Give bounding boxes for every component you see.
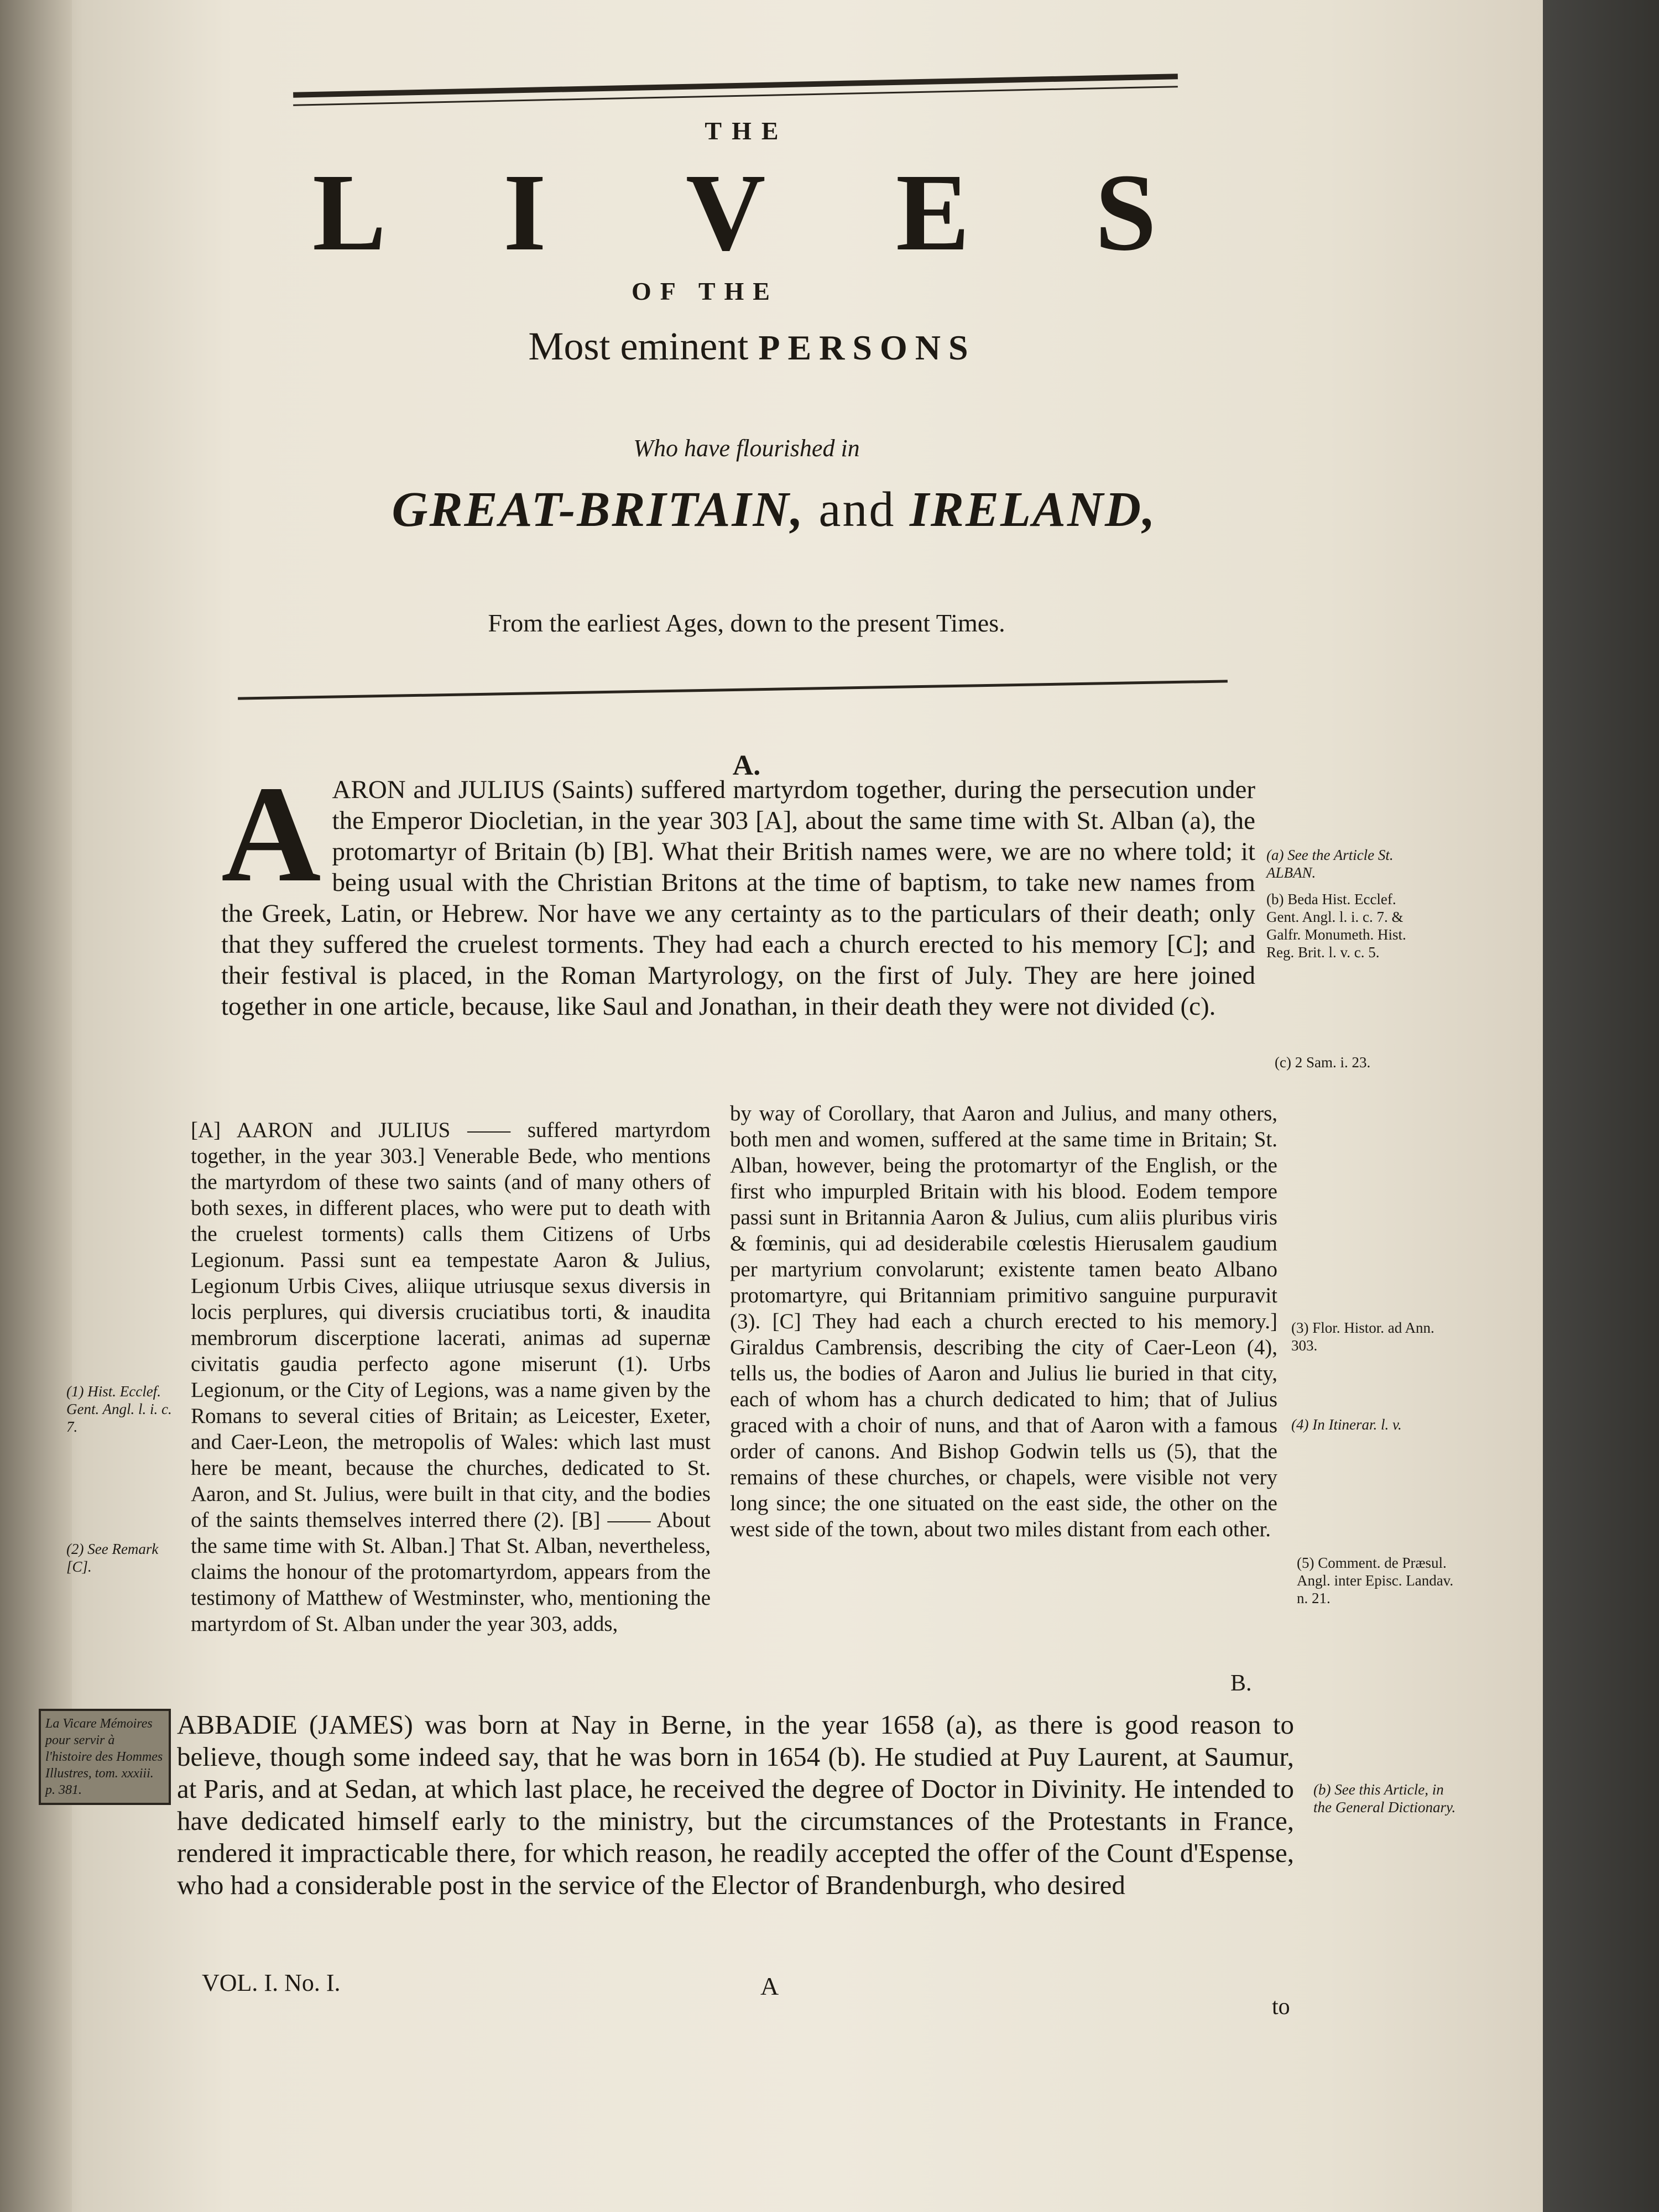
abbadie-article: ABBADIE (JAMES) was born at Nay in Berne, in the year 1658 (a), as there is good reason to believe, though some indeed say, that he was born in 1654 (b). He studied at Puy Laurent, at Saumur, at Paris, and at Sedan, at which last place, he received the degree of Doctor in Divinity. He intended to have dedicated himself early to the ministry, but the circumstances of the Protestants in France, rendered it impracticable there, for which reason, he readily accepted the offer of the Count d'Espense, who had a considerable post in the service of the Elector of Brandenburgh, who desired xyxy=(177,1709,1294,1900)
title-letter-l: L xyxy=(312,152,387,274)
title-bottom-rule xyxy=(238,680,1228,700)
drop-cap-a: A xyxy=(221,758,321,911)
title-great-britain-ireland xyxy=(276,481,1272,538)
page-gutter xyxy=(0,0,72,2212)
remark-column-left: [A] AARON and JULIUS —— suffered martyrdom together, in the year 303.] Venerable Bede, who mentions the martyrdom of these two saints (and of many others of both sexes, in different places, who were put to death with the cruelest torments) calls them Citizens of Urbs Legionum. Passi sunt ea tempestate Aaron & Julius, Legionum Urbis Cives, aliique utriusque sexus diversis in locis perplures, qui diversis cruciatibus torti, & inaudita membrorum discerptione lacerati, animas ad supernæ civitatis gaudia perfecto agone miserunt (1). Urbs Legionum, or the City of Legions, was a name given by the Romans to several cities of Britain; as Leicester, Exeter, and Caer-Leon, the metropolis of Wales: which last must here be meant, because the churches, dedicated to St. Aaron, and St. Julius, were built in that city, and the bodies of the saints themselves interred there (2). [B] —— About the same time with St. Alban.] That St. Alban, nevertheless, claims the honour of the protomartyrdom, appears from the testimony of Matthew of Westminster, who, mentioning the martyrdom of St. Alban under the year 303, adds, xyxy=(191,1118,711,1636)
great-britain-text: GREAT-BRITAIN, xyxy=(392,482,805,537)
most-eminent-text: Most eminent xyxy=(528,324,749,368)
catchword-b: B. xyxy=(1230,1671,1252,1696)
margin-note-5: (5) Comment. de Præsul. Angl. inter Episc. Landav. n. 21. xyxy=(1297,1554,1454,1606)
section-letter-a: A. xyxy=(732,750,761,781)
margin-note-b: (b) Beda Hist. Ecclef. Gent. Angl. l. i. c. 7. & Galfr. Monumeth. Hist. Reg. Brit. l. v. c. 5. xyxy=(1266,891,1406,961)
title-the: THE xyxy=(705,117,789,145)
title-letter-e: E xyxy=(896,152,970,274)
margin-note-abbadie-b: (b) See this Article, in the General Dictionary. xyxy=(1313,1781,1456,1815)
margin-note-a: (a) See the Article St. ALBAN. xyxy=(1266,847,1394,881)
title-flourished: Who have flourished in xyxy=(633,435,860,462)
aaron-julius-article xyxy=(221,758,1255,1022)
title-letter-v: V xyxy=(686,152,766,274)
ireland-text: IRELAND, xyxy=(909,482,1157,537)
margin-note-2: (2) See Remark [C]. xyxy=(66,1541,159,1575)
title-most-eminent xyxy=(420,324,1084,369)
and-text: and xyxy=(818,482,896,537)
persons-text: PERSONS xyxy=(758,328,976,367)
margin-note-1: (1) Hist. Ecclef. Gent. Angl. l. i. c. 7. xyxy=(66,1383,172,1435)
top-rule xyxy=(293,74,1178,98)
remark-column-right: by way of Corollary, that Aaron and Julius, and many others, both men and women, suffered at the same time in Britain; St. Alban, however, being the protomartyr of the English, or the first who impurpled Britain with his blood. Eodem tempore passi sunt in Britannia Aaron & Julius, cum aliis pluribus viris & fœminis, qui ad desiderabile cœlestis Hierusalem gaudium per martyrium convolarunt; existente tamen beato Albano protomartyre, qui Britanniam primitivo sanguine purpuravit (3). [C] They had each a church erected to his memory.] Giraldus Cambrensis, describing the city of Caer-Leon (4), tells us, the bodies of Aaron and Julius lie buried in that city, each of whom has a church dedicated to him; that of Julius graced with a choir of nuns, and that of Aaron with a famous order of canons. And Bishop Godwin tells us (5), that the remains of these churches, or chapels, were visible not very long since; the one situated on the east side, the other on the west side of the town, about two miles distant from each other. xyxy=(730,1102,1277,1541)
catchword-to: to xyxy=(1272,1994,1290,2020)
title-of-the: OF THE xyxy=(632,277,779,305)
title-letter-i: I xyxy=(503,152,546,274)
margin-note-c: (c) 2 Sam. i. 23. xyxy=(1275,1054,1371,1071)
margin-note-4: (4) In Itinerar. l. v. xyxy=(1291,1416,1402,1433)
volume-number: VOL. I. No. I. xyxy=(202,1969,341,1996)
title-earliest-ages: From the earliest Ages, down to the present Times. xyxy=(488,609,1005,637)
pasted-reference-slip: La Vicare Mémoires pour servir à l'histoire des Hommes Illustres, tom. xxxiii. p. 381. xyxy=(39,1709,171,1805)
aaron-julius-text: ARON and JULIUS (Saints) suffered martyrdom together, during the persecution under the Emperor Diocletian, in the year 303 [A], about the same time with St. Alban (a), the protomartyr of Britain (b) [B]. What their British names were, we are no where told; it being usual with the Christian Britons at the time of baptism, to take new names from the Greek, Latin, or Hebrew. Nor have we any certainty as to the particulars of their death; only that they suffered the cruelest torments. They had each a church erected to his memory [C]; and their festival is placed, in the Roman Martyrology, on the first of July. They are here joined together in one article, because, like Saul and Jonathan, in their death they were not divided (c). xyxy=(221,775,1255,1021)
margin-note-3: (3) Flor. Histor. ad Ann. 303. xyxy=(1291,1319,1434,1354)
title-letter-s: S xyxy=(1095,152,1157,274)
signature-mark: A xyxy=(760,1972,779,2000)
